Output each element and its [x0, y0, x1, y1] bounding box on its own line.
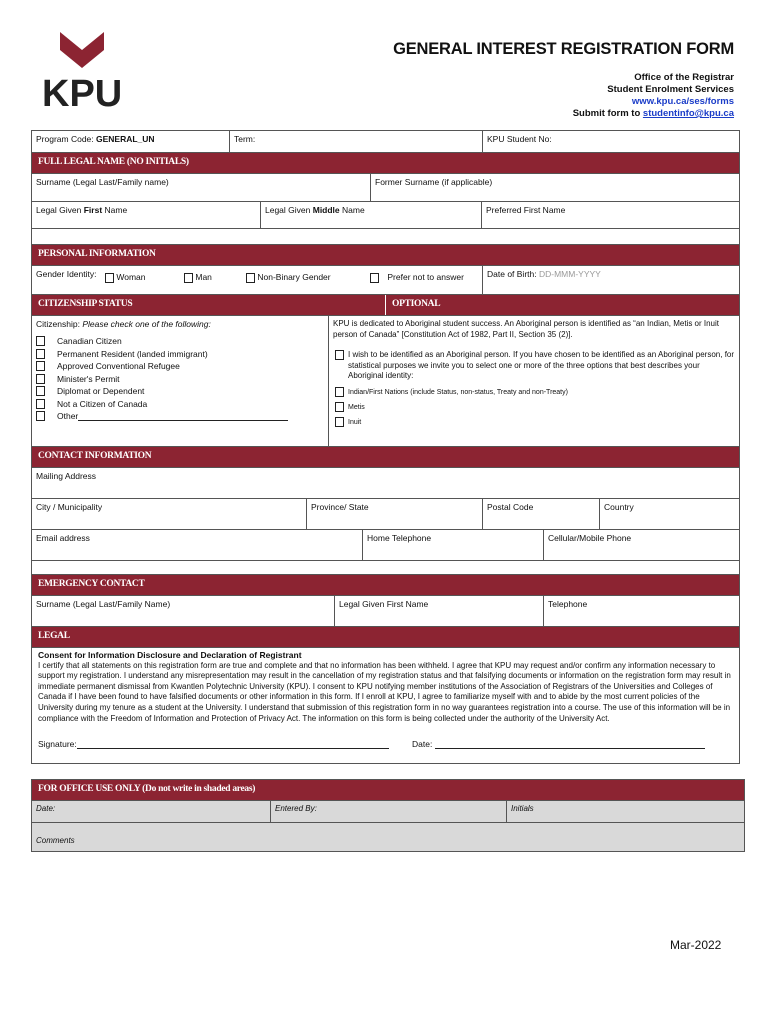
spacer-cell — [32, 561, 739, 574]
legal-block — [32, 648, 739, 763]
cell-phone-field[interactable] — [544, 530, 739, 560]
checkbox-icon[interactable] — [36, 399, 45, 409]
first-name-label-bold: First — [83, 205, 103, 215]
aboriginal-option-label: Metis — [348, 403, 365, 411]
optional-cell — [329, 316, 739, 446]
dob-placeholder: DD-MMM-YYYY — [538, 269, 601, 279]
office-date-label: Date: — [36, 804, 56, 813]
office-line-2: Student Enrolment Services — [607, 84, 734, 95]
office-comments-label: Comments — [36, 836, 75, 845]
first-name-label-pre: Legal Given — [36, 205, 84, 215]
country-label: Country — [604, 502, 634, 512]
citizenship-option-label: Other — [57, 411, 79, 422]
mailing-address-label: Mailing Address — [36, 471, 97, 481]
program-row — [32, 131, 739, 153]
full-name-heading: FULL LEGAL NAME (NO INITIALS) — [32, 153, 739, 173]
checkbox-icon[interactable] — [184, 273, 193, 283]
checkbox-icon[interactable] — [36, 349, 45, 359]
mailing-row — [32, 468, 739, 499]
contact-section-bar — [32, 447, 739, 468]
checkbox-icon[interactable] — [36, 361, 45, 371]
home-phone-label: Home Telephone — [367, 533, 432, 543]
postal-code-label: Postal Code — [487, 502, 534, 512]
office-row — [32, 800, 744, 823]
revision-date: Mar-2022 — [670, 938, 722, 952]
gender-nonbinary-label: Non-Binary Gender — [257, 272, 331, 282]
emergency-section-bar — [32, 575, 739, 596]
checkbox-icon[interactable] — [36, 374, 45, 384]
first-name-label-post: Name — [102, 205, 128, 215]
submit-prefix: Submit form to — [572, 108, 643, 119]
aboriginal-intro: KPU is dedicated to Aboriginal student success. An Aboriginal person is identified as “an Indian, Metis or Inuit person of Canada” [Constitution Act of 1982, Part II, Section 35 (2)]. — [333, 319, 719, 339]
citizenship-prompt-pre: Citizenship: — [36, 319, 83, 329]
full-name-section-bar — [32, 153, 739, 174]
contact-heading: CONTACT INFORMATION — [32, 447, 739, 467]
former-surname-label: Former Surname (if applicable) — [375, 177, 493, 187]
program-code-value: GENERAL_UN — [96, 134, 155, 144]
student-number-field[interactable] — [483, 131, 739, 152]
legal-section-bar — [32, 627, 739, 648]
cell-phone-label: Cellular/Mobile Phone — [548, 533, 632, 543]
optional-heading: OPTIONAL — [386, 295, 739, 315]
personal-section-bar — [32, 245, 739, 266]
surname-field[interactable] — [32, 174, 371, 201]
spacer-row — [32, 561, 739, 575]
aboriginal-option[interactable] — [333, 417, 735, 428]
citizenship-option[interactable] — [36, 410, 324, 423]
emergency-surname-field[interactable] — [32, 596, 335, 626]
program-code-field[interactable] — [32, 131, 230, 152]
city-field[interactable] — [32, 499, 307, 529]
office-comments-field — [32, 823, 744, 851]
office-initials-field — [507, 801, 744, 822]
emergency-row — [32, 596, 739, 627]
legal-body: I certify that all statements on this registration form are true and complete and that no information has been withheld. I agree that KPU may request and/or confirm any information necessary to support my registration. I understand any misrepresentation may result in the cancellation of my registration status and that falsifying documents or information on the registration form may result in immediate permanent dismissal from Kwantlen Polytechnic University (KPU). I consent to KPU notifying member institutions of the Association of Registrars of the Universities and Colleges of Canada if I have been found to have falsified documents or other information in this form. If I enroll at KPU, I agree to familiarize myself with and to abide by the most current policies of the University during my tenure as a student at the University. I understand that submission of this registration form in no way guarantees registration into a course. The use of this information will be in compliance with the Freedom of Information and Protection of Privacy Act. The information on this form is being collected under the authority of the University Act. — [38, 660, 731, 723]
checkbox-icon[interactable] — [246, 273, 255, 283]
personal-heading: PERSONAL INFORMATION — [32, 245, 739, 265]
gender-row — [32, 266, 739, 295]
aboriginal-option-label: Indian/First Nations (include Status, non-status, Treaty and non-Treaty) — [348, 388, 568, 396]
signature-label: Signature: — [38, 739, 77, 749]
citizenship-option-label: Minister's Permit — [57, 373, 120, 384]
emergency-surname-label: Surname (Legal Last/Family Name) — [36, 599, 171, 609]
city-row — [32, 499, 739, 530]
checkbox-icon[interactable] — [335, 417, 344, 427]
office-date-field — [32, 801, 271, 822]
province-field[interactable] — [307, 499, 483, 529]
office-entered-by-field — [271, 801, 507, 822]
office-use-box — [31, 779, 745, 852]
office-entered-by-label: Entered By: — [275, 804, 317, 813]
svg-text:KPU: KPU — [42, 73, 123, 110]
email-field[interactable] — [32, 530, 363, 560]
citizenship-option[interactable] — [36, 360, 324, 373]
postal-code-field[interactable] — [483, 499, 600, 529]
checkbox-icon[interactable] — [36, 336, 45, 346]
gender-field — [32, 266, 483, 294]
given-names-row — [32, 202, 739, 229]
checkbox-icon[interactable] — [105, 273, 114, 283]
spacer-row — [32, 229, 739, 245]
aboriginal-wish[interactable] — [333, 350, 735, 382]
middle-name-label-bold: Middle — [312, 205, 340, 215]
citizenship-row — [32, 316, 739, 447]
legal-heading: LEGAL — [32, 627, 739, 647]
term-field[interactable] — [230, 131, 483, 152]
checkbox-icon[interactable] — [335, 387, 344, 397]
checkbox-icon[interactable] — [36, 411, 45, 421]
checkbox-icon[interactable] — [335, 402, 344, 412]
citizenship-optional-bars — [32, 295, 739, 316]
gender-prefer-not-label: Prefer not to answer — [387, 272, 464, 282]
email-label: Email address — [36, 533, 90, 543]
emergency-heading: EMERGENCY CONTACT — [32, 575, 739, 595]
date-line[interactable] — [412, 739, 705, 749]
gender-option-woman[interactable] — [105, 272, 146, 283]
office-initials-label: Initials — [511, 804, 534, 813]
citizenship-option-label: Approved Conventional Refugee — [57, 361, 180, 372]
citizenship-options — [36, 335, 324, 423]
aboriginal-wish-label: I wish to be identified as an Aboriginal person. If you have chosen to be identified as an Aboriginal person, for statistical purposes we invite you to select one or more of the three options that best describes your Aboriginal identity: — [348, 350, 735, 380]
province-label: Province/ State — [311, 502, 369, 512]
preferred-name-label: Preferred First Name — [486, 205, 566, 215]
office-comments-row — [32, 823, 744, 851]
forms-url[interactable]: www.kpu.ca/ses/forms — [631, 96, 734, 107]
gender-man-label: Man — [195, 272, 212, 282]
citizenship-prompt-ital: Please check one of the following: — [82, 319, 211, 329]
dob-label: Date of Birth: — [487, 269, 539, 279]
preferred-name-field[interactable] — [482, 202, 739, 228]
gender-label: Gender Identity: — [36, 269, 97, 279]
gender-woman-label: Woman — [116, 272, 146, 282]
citizenship-option-label: Permanent Resident (landed immigrant) — [57, 348, 208, 359]
country-field[interactable] — [600, 499, 739, 529]
middle-name-field[interactable] — [261, 202, 482, 228]
checkbox-icon[interactable] — [335, 350, 344, 360]
mailing-address-field[interactable] — [32, 468, 739, 498]
emergency-phone-label: Telephone — [548, 599, 588, 609]
gender-option-man[interactable] — [184, 272, 212, 283]
gender-option-prefer-not[interactable] — [370, 272, 464, 283]
signature-line[interactable] — [38, 739, 389, 749]
first-name-field[interactable] — [32, 202, 261, 228]
checkbox-icon[interactable] — [36, 386, 45, 396]
legal-date-label: Date: — [412, 739, 433, 749]
legal-subheading: Consent for Information Disclosure and Declaration of Registrant — [38, 650, 302, 660]
signature-input-line[interactable] — [77, 740, 389, 749]
citizenship-prompt — [36, 319, 324, 329]
program-code-label: Program Code: — [36, 134, 96, 144]
submit-line — [400, 108, 734, 120]
term-label: Term: — [234, 134, 256, 144]
emergency-phone-field[interactable] — [544, 596, 739, 626]
student-number-label: KPU Student No: — [487, 134, 552, 144]
aboriginal-option[interactable] — [333, 387, 735, 398]
other-input-line[interactable] — [78, 412, 288, 421]
surname-row — [32, 174, 739, 202]
office-use-heading: FOR OFFICE USE ONLY (Do not write in shaded areas) — [32, 780, 744, 800]
middle-name-label-pre: Legal Given — [265, 205, 313, 215]
office-block — [400, 72, 734, 120]
citizenship-cell — [32, 316, 329, 446]
aboriginal-option[interactable] — [333, 402, 735, 413]
gender-option-nonbinary[interactable] — [246, 272, 331, 283]
citizenship-option[interactable] — [36, 398, 324, 411]
former-surname-field[interactable] — [371, 174, 739, 201]
legal-text — [32, 648, 739, 724]
middle-name-label-post: Name — [339, 205, 365, 215]
split-bars — [32, 295, 739, 315]
citizenship-heading: CITIZENSHIP STATUS — [32, 295, 386, 315]
submit-email-link[interactable]: studentinfo@kpu.ca — [642, 108, 734, 119]
emergency-given-label: Legal Given First Name — [339, 599, 429, 609]
home-phone-field[interactable] — [363, 530, 544, 560]
kpu-logo — [42, 32, 126, 110]
emergency-given-field[interactable] — [335, 596, 544, 626]
spacer-cell — [32, 229, 739, 244]
dob-field[interactable] — [483, 266, 739, 294]
email-row — [32, 530, 739, 561]
registration-form — [31, 130, 740, 764]
checkbox-icon[interactable] — [370, 273, 379, 283]
citizenship-option-label: Not a Citizen of Canada — [57, 398, 148, 409]
city-label: City / Municipality — [36, 502, 103, 512]
form-title: GENERAL INTEREST REGISTRATION FORM — [393, 40, 734, 58]
citizenship-option-label: Diplomat or Dependent — [57, 386, 145, 397]
citizenship-option-label: Canadian Citizen — [57, 336, 122, 347]
citizenship-option[interactable] — [36, 385, 324, 398]
surname-label: Surname (Legal Last/Family name) — [36, 177, 169, 187]
aboriginal-option-label: Inuit — [348, 419, 362, 427]
citizenship-option[interactable] — [36, 373, 324, 386]
date-input-line[interactable] — [435, 740, 705, 749]
citizenship-option[interactable] — [36, 348, 324, 361]
office-line-1: Office of the Registrar — [634, 72, 734, 83]
citizenship-option[interactable] — [36, 335, 324, 348]
